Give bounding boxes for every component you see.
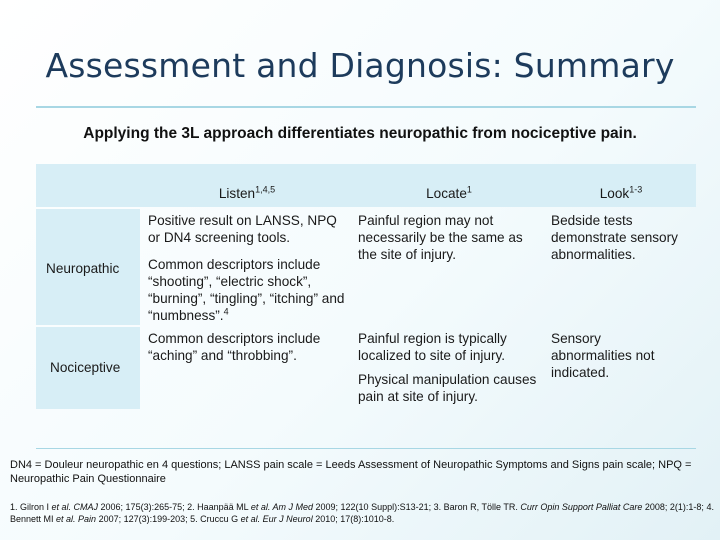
- neuropathic-listen-p1: Positive result on LANSS, NPQ or DN4 screening tools.: [148, 213, 337, 245]
- abbreviations-note: DN4 = Douleur neuropathic en 4 questions; LANSS pain scale = Leeds Assessment of Neuropathic Symptoms and Signs pain scale; NPQ = Neuropathic Pain Questionnaire: [10, 459, 692, 485]
- footer-divider: [36, 448, 696, 449]
- neuropathic-locate: Painful region may not necessarily be the same as the site of injury.: [358, 213, 523, 262]
- header-locate-label: Locate: [426, 186, 467, 201]
- row-label-neuropathic: Neuropathic: [46, 261, 120, 276]
- header-listen-label: Listen: [218, 186, 256, 201]
- reference-4: 4. Bennett MI et al. Pain 2007; 127(3):199-203;: [10, 502, 714, 524]
- header-listen: [142, 185, 352, 202]
- slide-subtitle: Applying the 3L approach differentiates neuropathic from nociceptive pain.: [83, 125, 637, 142]
- references: [10, 502, 716, 525]
- neuropathic-listen-p2-sup: 4: [223, 306, 229, 317]
- header-listen-sup: 1,4,5: [255, 184, 276, 195]
- neuropathic-listen-p2-text: Common descriptors include “shooting”, “electric shock”, “burning”, “tingling”, “itching” and “numbness”.: [148, 257, 345, 323]
- header-look: [546, 185, 696, 202]
- reference-1: 1. Gilron I et al. CMAJ 2006; 175(3):265-75;: [10, 502, 188, 512]
- header-locate-sup: 1: [466, 184, 472, 195]
- reference-5: 5. Cruccu G et al. Eur J Neurol 2010; 17(8):1010-8.: [190, 513, 395, 524]
- header-look-label: Look: [599, 186, 630, 201]
- header-locate: [354, 185, 544, 202]
- neuropathic-listen-p2: [148, 256, 350, 324]
- header-look-sup: 1-3: [629, 184, 643, 195]
- slide-title: Assessment and Diagnosis: Summary: [45, 46, 675, 85]
- nociceptive-locate-p1: Painful region is typically localized to site of injury.: [358, 331, 507, 363]
- nociceptive-locate-p2: Physical manipulation causes pain at site of injury.: [358, 372, 537, 404]
- row-label-nociceptive: Nociceptive: [50, 360, 121, 375]
- nociceptive-look: Sensory abnormalities not indicated.: [551, 331, 655, 380]
- reference-3: 3. Baron R, Tölle TR. Curr Opin Support Palliat Care 2008; 2(1):1-8;: [433, 502, 707, 512]
- title-divider: [36, 106, 696, 108]
- neuropathic-look: Bedside tests demonstrate sensory abnormalities.: [551, 213, 678, 262]
- nociceptive-listen: Common descriptors include “aching” and “throbbing”.: [148, 331, 321, 363]
- reference-2: 2. Haanpää ML et al. Am J Med 2009; 122(10 Suppl):S13-21;: [187, 502, 434, 512]
